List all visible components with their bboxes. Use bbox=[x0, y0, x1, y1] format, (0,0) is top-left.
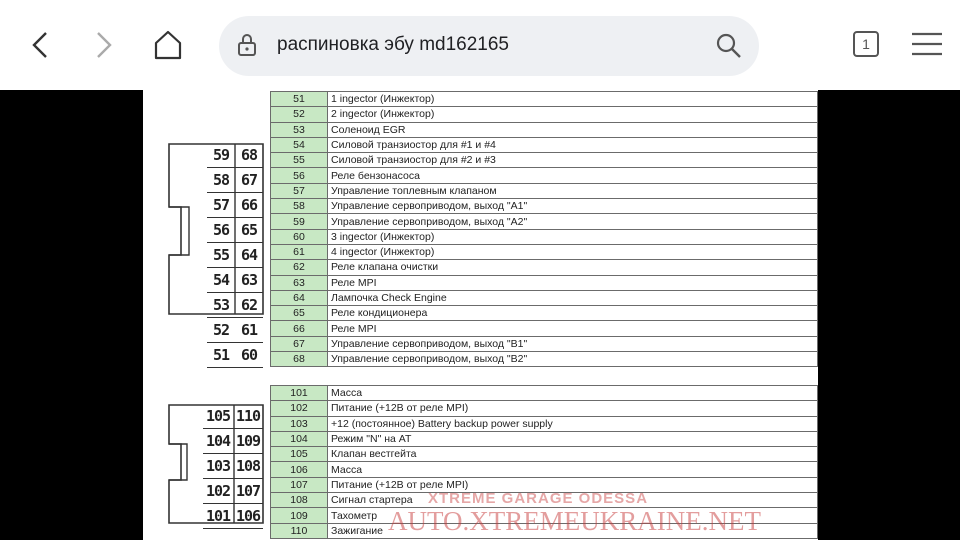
pin-number: 57 bbox=[271, 183, 328, 198]
pin-label: 104 bbox=[203, 429, 233, 454]
pin-description: Реле клапана очистки bbox=[328, 260, 818, 275]
pin-number: 105 bbox=[271, 447, 328, 462]
pin-number: 103 bbox=[271, 416, 328, 431]
pin-label: 101 bbox=[203, 504, 233, 529]
back-button[interactable] bbox=[17, 22, 63, 68]
pin-label: 54 bbox=[207, 268, 235, 293]
pin-number: 102 bbox=[271, 401, 328, 416]
table-row bbox=[271, 275, 818, 290]
pin-number: 60 bbox=[271, 229, 328, 244]
browser-toolbar bbox=[0, 0, 960, 90]
table-row bbox=[271, 229, 818, 244]
pin-label: 53 bbox=[207, 293, 235, 318]
pin-label: 60 bbox=[235, 343, 263, 368]
pin-number: 65 bbox=[271, 306, 328, 321]
pin-number: 54 bbox=[271, 137, 328, 152]
pin-number: 55 bbox=[271, 153, 328, 168]
pin-description: Силовой транзиостор для #2 и #3 bbox=[328, 153, 818, 168]
pin-label: 106 bbox=[233, 504, 263, 529]
watermark-line2: AUTO.XTREMEUKRAINE.NET bbox=[388, 506, 761, 536]
pin-description: Реле MPI bbox=[328, 321, 818, 336]
pin-label: 51 bbox=[207, 343, 235, 368]
table-row bbox=[271, 290, 818, 305]
pin-label: 68 bbox=[235, 143, 263, 168]
menu-icon[interactable] bbox=[912, 31, 942, 57]
table-row bbox=[271, 386, 818, 401]
pin-label: 57 bbox=[207, 193, 235, 218]
pin-description: Соленоид EGR bbox=[328, 122, 818, 137]
table-row bbox=[271, 183, 818, 198]
table-row bbox=[271, 244, 818, 259]
pin-description: Силовой транзиостор для #1 и #4 bbox=[328, 137, 818, 152]
pin-label: 63 bbox=[235, 268, 263, 293]
pin-number: 62 bbox=[271, 260, 328, 275]
pin-description: Управление сервоприводом, выход "В2" bbox=[328, 352, 818, 367]
pin-description: Управление сервоприводом, выход "А2" bbox=[328, 214, 818, 229]
table-row bbox=[271, 306, 818, 321]
address-bar[interactable] bbox=[219, 16, 759, 76]
pin-description: Тахометр bbox=[328, 508, 818, 523]
pin-label: 56 bbox=[207, 218, 235, 243]
pin-label: 52 bbox=[207, 318, 235, 343]
table-row bbox=[271, 153, 818, 168]
pin-label: 107 bbox=[233, 479, 263, 504]
pin-number: 59 bbox=[271, 214, 328, 229]
pin-label: 108 bbox=[233, 454, 263, 479]
pin-number: 68 bbox=[271, 352, 328, 367]
pin-number: 63 bbox=[271, 275, 328, 290]
pin-number: 67 bbox=[271, 336, 328, 351]
forward-button[interactable] bbox=[81, 22, 127, 68]
table-row bbox=[271, 321, 818, 336]
table-row bbox=[271, 352, 818, 367]
table-row bbox=[271, 107, 818, 122]
pin-number: 109 bbox=[271, 508, 328, 523]
pin-label: 62 bbox=[235, 293, 263, 318]
pin-number: 61 bbox=[271, 244, 328, 259]
table-row bbox=[271, 431, 818, 446]
pin-description: Клапан вестгейта bbox=[328, 447, 818, 462]
pin-label: 66 bbox=[235, 193, 263, 218]
pin-number: 104 bbox=[271, 431, 328, 446]
page-content bbox=[143, 90, 818, 540]
pin-description: Управление сервоприводом, выход "В1" bbox=[328, 336, 818, 351]
table-row bbox=[271, 447, 818, 462]
pin-label: 102 bbox=[203, 479, 233, 504]
pin-description: Питание (+12В от реле MPI) bbox=[328, 401, 818, 416]
pin-label: 58 bbox=[207, 168, 235, 193]
pin-number: 107 bbox=[271, 477, 328, 492]
pin-description: Управление топлевным клапаном bbox=[328, 183, 818, 198]
pin-number: 110 bbox=[271, 523, 328, 538]
pin-label: 64 bbox=[235, 243, 263, 268]
pin-number: 64 bbox=[271, 290, 328, 305]
table-row bbox=[271, 214, 818, 229]
pin-description: 2 ingector (Инжектор) bbox=[328, 107, 818, 122]
pin-number: 101 bbox=[271, 386, 328, 401]
connector-a-pins bbox=[207, 143, 263, 368]
pinout-table-1 bbox=[270, 91, 818, 367]
pin-number: 53 bbox=[271, 122, 328, 137]
pin-description: Масса bbox=[328, 386, 818, 401]
pin-description: +12 (постоянное) Battery backup power supply bbox=[328, 416, 818, 431]
pin-label: 65 bbox=[235, 218, 263, 243]
pin-label: 110 bbox=[233, 404, 263, 429]
watermark-line1: XTREME GARAGE ODESSA bbox=[428, 490, 649, 507]
pin-description: Сигнал стартера bbox=[328, 493, 818, 508]
pin-number: 58 bbox=[271, 199, 328, 214]
pin-description: Лампочка Check Engine bbox=[328, 290, 818, 305]
table-row bbox=[271, 122, 818, 137]
pin-label: 67 bbox=[235, 168, 263, 193]
pin-description: Питание (+12В от реле MPI) bbox=[328, 477, 818, 492]
chevron-left-icon bbox=[29, 30, 51, 60]
pin-description: Масса bbox=[328, 462, 818, 477]
table-row bbox=[271, 336, 818, 351]
table-row bbox=[271, 260, 818, 275]
lock-icon bbox=[237, 33, 257, 57]
table-row bbox=[271, 401, 818, 416]
table-row bbox=[271, 416, 818, 431]
table-row bbox=[271, 168, 818, 183]
pin-description: Управление сервоприводом, выход "А1" bbox=[328, 199, 818, 214]
pin-description: Реле MPI bbox=[328, 275, 818, 290]
table-row bbox=[271, 199, 818, 214]
pin-label: 55 bbox=[207, 243, 235, 268]
pin-number: 52 bbox=[271, 107, 328, 122]
pin-label: 59 bbox=[207, 143, 235, 168]
pin-number: 56 bbox=[271, 168, 328, 183]
connector-b-pins bbox=[203, 404, 263, 529]
search-icon[interactable] bbox=[716, 33, 742, 59]
pin-number: 106 bbox=[271, 462, 328, 477]
pin-label: 103 bbox=[203, 454, 233, 479]
chevron-right-icon bbox=[93, 30, 115, 60]
pin-description: Реле кондиционера bbox=[328, 306, 818, 321]
url-text: распиновка эбу md162165 bbox=[277, 34, 509, 55]
pin-label: 109 bbox=[233, 429, 263, 454]
pin-label: 105 bbox=[203, 404, 233, 429]
table-row bbox=[271, 137, 818, 152]
pin-number: 108 bbox=[271, 493, 328, 508]
pin-label: 61 bbox=[235, 318, 263, 343]
table-row bbox=[271, 92, 818, 107]
home-button[interactable] bbox=[145, 22, 191, 68]
pin-number: 66 bbox=[271, 321, 328, 336]
pin-number: 51 bbox=[271, 92, 328, 107]
pin-description: Зажигание bbox=[328, 523, 818, 538]
pin-description: 1 ingector (Инжектор) bbox=[328, 92, 818, 107]
pin-description: Реле бензонасоса bbox=[328, 168, 818, 183]
tab-switcher-button[interactable]: 1 bbox=[853, 31, 879, 57]
home-icon bbox=[153, 30, 183, 60]
pin-description: Режим "N" на АТ bbox=[328, 431, 818, 446]
pin-description: 4 ingector (Инжектор) bbox=[328, 244, 818, 259]
table-row bbox=[271, 462, 818, 477]
pin-description: 3 ingector (Инжектор) bbox=[328, 229, 818, 244]
